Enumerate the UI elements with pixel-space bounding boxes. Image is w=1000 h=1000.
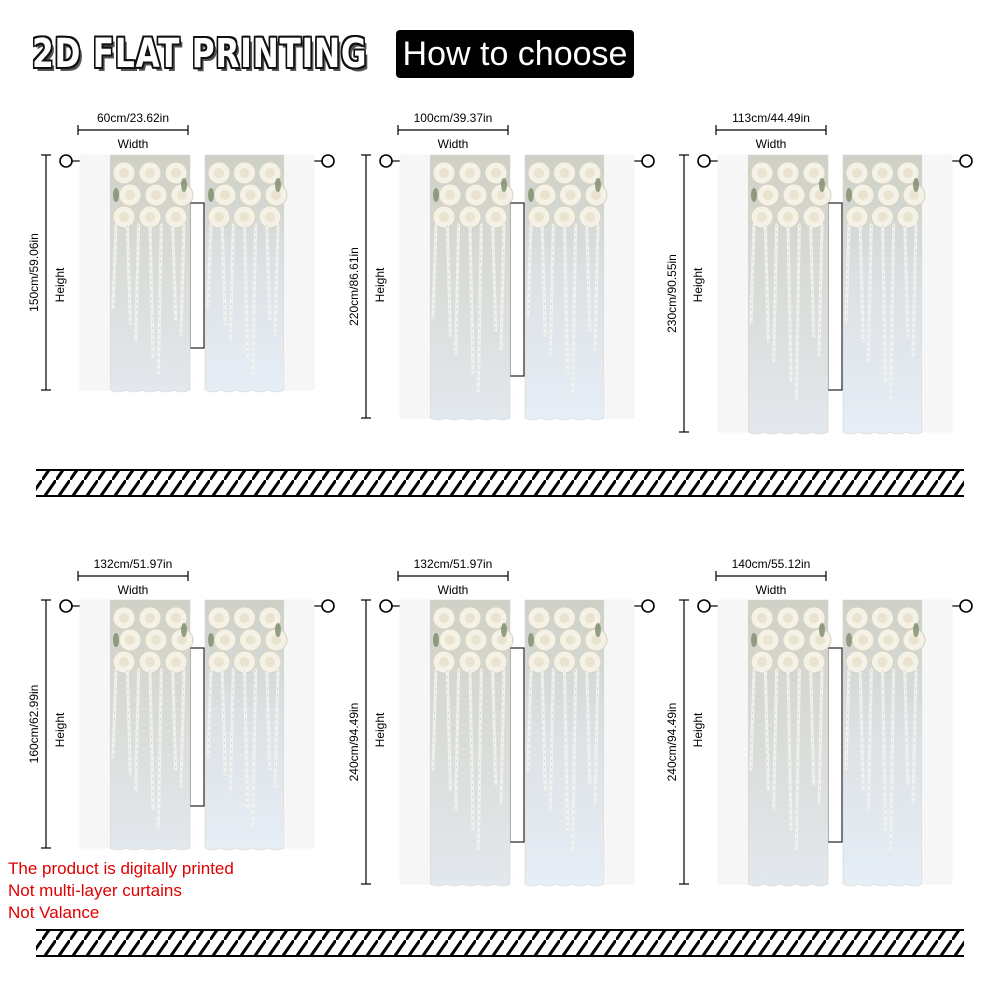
rod-end-icon (60, 155, 72, 167)
width-measurement: 100cm/39.37in (413, 111, 493, 125)
rod-end-icon (322, 600, 334, 612)
size-panel (27, 557, 334, 850)
rod-end-icon (380, 600, 392, 612)
disclaimer-line-digital: The product is digitally printed (8, 859, 234, 878)
width-label: Width (117, 137, 149, 151)
rod-end-icon (698, 155, 710, 167)
rod-end-icon (960, 600, 972, 612)
main-title: 2D FLAT PRINTING (32, 31, 368, 77)
width-measurement: 132cm/51.97in (93, 557, 173, 571)
size-panel (347, 557, 654, 886)
size-panel (347, 111, 654, 420)
height-label: Height (691, 712, 705, 748)
height-label: Height (53, 267, 67, 303)
height-measurement: 230cm/90.55in (665, 254, 679, 333)
rod-end-icon (322, 155, 334, 167)
height-measurement: 240cm/94.49in (665, 702, 679, 782)
height-measurement: 150cm/59.06in (27, 233, 41, 312)
disclaimer-line-valance: Not Valance (8, 903, 100, 922)
how-to-choose-badge: How to choose (396, 30, 634, 78)
rod-end-icon (380, 155, 392, 167)
height-measurement: 220cm/86.61in (347, 247, 361, 326)
width-label: Width (755, 137, 787, 151)
size-panel (665, 557, 972, 886)
size-panel (27, 111, 334, 392)
height-measurement: 160cm/62.99in (27, 684, 41, 764)
disclaimer-block (8, 858, 234, 924)
width-measurement: 140cm/55.12in (731, 557, 811, 571)
height-label: Height (373, 712, 387, 748)
hatched-divider (36, 470, 964, 496)
rod-end-icon (60, 600, 72, 612)
hatched-divider (36, 930, 964, 956)
height-label: Height (53, 712, 67, 748)
rod-end-icon (698, 600, 710, 612)
width-label: Width (117, 583, 149, 597)
width-label: Width (755, 583, 787, 597)
rod-end-icon (960, 155, 972, 167)
width-measurement: 113cm/44.49in (732, 111, 810, 125)
width-measurement: 132cm/51.97in (413, 557, 493, 571)
width-measurement: 60cm/23.62in (96, 111, 170, 125)
rod-end-icon (642, 155, 654, 167)
height-label: Height (691, 267, 705, 303)
size-panel (665, 111, 972, 434)
height-measurement: 240cm/94.49in (347, 702, 361, 782)
rod-end-icon (642, 600, 654, 612)
width-label: Width (437, 583, 469, 597)
height-label: Height (373, 267, 387, 303)
disclaimer-line-layers: Not multi-layer curtains (8, 881, 182, 900)
width-label: Width (437, 137, 469, 151)
